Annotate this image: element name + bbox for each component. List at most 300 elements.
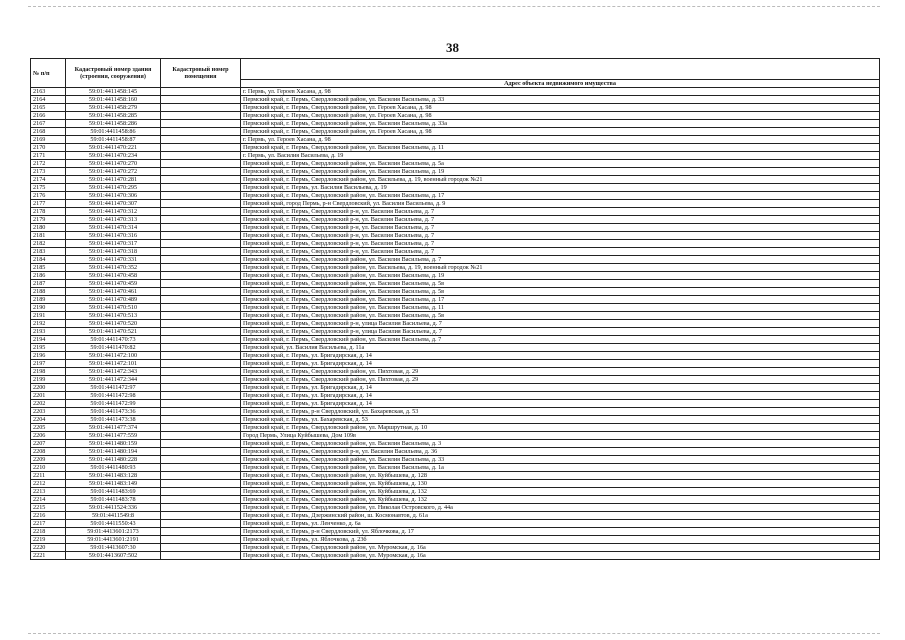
cadastral-number: 59:01:4411483:78 [66, 496, 161, 504]
row-number: 2191 [31, 312, 66, 320]
room-cadastral-number [161, 168, 241, 176]
table-row [31, 392, 880, 400]
room-cadastral-number [161, 288, 241, 296]
table-row [31, 128, 880, 136]
table-row [31, 288, 880, 296]
address: Пермский край, г. Пермь, Свердловский район, ул. Муромская, д. 16а [241, 552, 880, 560]
room-cadastral-number [161, 464, 241, 472]
property-register-table [30, 58, 880, 560]
row-number: 2163 [31, 88, 66, 96]
cadastral-number: 59:01:4413607:30 [66, 544, 161, 552]
header-address: Адрес объекта недвижимого имущества [241, 80, 880, 88]
cadastral-number: 59:01:4411458:145 [66, 88, 161, 96]
cadastral-number: 59:01:4411480:159 [66, 440, 161, 448]
row-number: 2180 [31, 224, 66, 232]
room-cadastral-number [161, 552, 241, 560]
row-number: 2218 [31, 528, 66, 536]
address: Пермский край, г. Пермь, ул. Ленченко, д. 6а [241, 520, 880, 528]
room-cadastral-number [161, 488, 241, 496]
table-row [31, 296, 880, 304]
cadastral-number: 59:01:4411550:43 [66, 520, 161, 528]
table-row [31, 240, 880, 248]
table-row [31, 504, 880, 512]
row-number: 2189 [31, 296, 66, 304]
room-cadastral-number [161, 432, 241, 440]
table-row [31, 376, 880, 384]
bottom-scan-edge [28, 633, 880, 634]
row-number: 2170 [31, 144, 66, 152]
cadastral-number: 59:01:4411458:279 [66, 104, 161, 112]
row-number: 2205 [31, 424, 66, 432]
table-row [31, 120, 880, 128]
address: Пермский край, г. Пермь, ул. Бригадирская, д. 14 [241, 360, 880, 368]
row-number: 2193 [31, 328, 66, 336]
cadastral-number: 59:01:4411483:69 [66, 488, 161, 496]
cadastral-number: 59:01:4411470:316 [66, 232, 161, 240]
table-row [31, 192, 880, 200]
room-cadastral-number [161, 296, 241, 304]
cadastral-number: 59:01:4411470:352 [66, 264, 161, 272]
table-row [31, 496, 880, 504]
row-number: 2206 [31, 432, 66, 440]
room-cadastral-number [161, 544, 241, 552]
room-cadastral-number [161, 328, 241, 336]
room-cadastral-number [161, 448, 241, 456]
room-cadastral-number [161, 256, 241, 264]
row-number: 2167 [31, 120, 66, 128]
address: г. Пермь, ул. Василия Васильева, д. 19 [241, 152, 880, 160]
room-cadastral-number [161, 384, 241, 392]
table-row [31, 232, 880, 240]
table-row [31, 256, 880, 264]
table-row [31, 408, 880, 416]
cadastral-number: 59:01:4411470:317 [66, 240, 161, 248]
cadastral-number: 59:01:4411483:128 [66, 472, 161, 480]
table-row [31, 176, 880, 184]
address: Пермский край, г. Пермь, Дзержинский район, ш. Космонавтов, д. 61а [241, 512, 880, 520]
cadastral-number: 59:01:4411470:331 [66, 256, 161, 264]
room-cadastral-number [161, 104, 241, 112]
row-number: 2184 [31, 256, 66, 264]
cadastral-number: 59:01:4411470:270 [66, 160, 161, 168]
address: Пермский край, г. Пермь, Свердловский р-н, улица Василия Васильева, д. 7 [241, 320, 880, 328]
row-number: 2175 [31, 184, 66, 192]
cadastral-number: 59:01:4411472:344 [66, 376, 161, 384]
table-row [31, 184, 880, 192]
row-number: 2178 [31, 208, 66, 216]
address: Пермский край, г. Пермь, Свердловский р-н, ул. Василия Васильева, д. 7 [241, 216, 880, 224]
address: Пермский край, г. Пермь, Свердловский район, ул. Куйбышева, д. 132 [241, 488, 880, 496]
row-number: 2220 [31, 544, 66, 552]
address: Пермский край, г. Пермь, Свердловский район, ул. Василия Васильева, д. 17 [241, 192, 880, 200]
row-number: 2210 [31, 464, 66, 472]
address: Пермский край, г. Пермь, Свердловский район, ул. Василия Васильева, д. 5а [241, 160, 880, 168]
row-number: 2166 [31, 112, 66, 120]
table-row [31, 544, 880, 552]
row-number: 2201 [31, 392, 66, 400]
address: Пермский край, г. Пермь, ул. Бахаревская, д. 53 [241, 416, 880, 424]
table-row [31, 272, 880, 280]
row-number: 2192 [31, 320, 66, 328]
row-number: 2209 [31, 456, 66, 464]
room-cadastral-number [161, 112, 241, 120]
cadastral-number: 59:01:4413601:2173 [66, 528, 161, 536]
room-cadastral-number [161, 128, 241, 136]
row-number: 2194 [31, 336, 66, 344]
row-number: 2195 [31, 344, 66, 352]
address: Пермский край, г. Пермь, Свердловский район, ул. Героев Хасана, д. 98 [241, 112, 880, 120]
room-cadastral-number [161, 272, 241, 280]
cadastral-number: 59:01:4411470:458 [66, 272, 161, 280]
address: Пермский край, г. Пермь, Свердловский район, ул. Василия Васильева, д. 17 [241, 296, 880, 304]
cadastral-number: 59:01:4411472:98 [66, 392, 161, 400]
address: Пермский край, г. Пермь, ул. Бригадирская, д. 14 [241, 352, 880, 360]
header-cadastral: Кадастровый номер здания (строения, сооружения) [66, 59, 161, 88]
room-cadastral-number [161, 240, 241, 248]
room-cadastral-number [161, 336, 241, 344]
room-cadastral-number [161, 536, 241, 544]
address: г. Пермь, ул. Героев Хасана, д. 98 [241, 136, 880, 144]
table-row [31, 200, 880, 208]
room-cadastral-number [161, 88, 241, 96]
table-row [31, 96, 880, 104]
cadastral-number: 59:01:4411480:93 [66, 464, 161, 472]
address: Пермский край, г. Пермь, Свердловский район, ул. Николая Островского, д. 44а [241, 504, 880, 512]
address: Пермский край, г. Пермь, Свердловский район, ул. Куйбышева, д. 132 [241, 496, 880, 504]
cadastral-number: 59:01:4411472:97 [66, 384, 161, 392]
cadastral-number: 59:01:4411470:313 [66, 216, 161, 224]
row-number: 2215 [31, 504, 66, 512]
table-row [31, 136, 880, 144]
cadastral-number: 59:01:4411458:285 [66, 112, 161, 120]
cadastral-number: 59:01:4411480:228 [66, 456, 161, 464]
row-number: 2190 [31, 304, 66, 312]
table-row [31, 488, 880, 496]
room-cadastral-number [161, 264, 241, 272]
cadastral-number: 59:01:4411458:86 [66, 128, 161, 136]
table-row [31, 344, 880, 352]
cadastral-number: 59:01:4411470:520 [66, 320, 161, 328]
cadastral-number: 59:01:4411524:336 [66, 504, 161, 512]
row-number: 2202 [31, 400, 66, 408]
room-cadastral-number [161, 200, 241, 208]
table-row [31, 536, 880, 544]
table-row [31, 144, 880, 152]
address: Пермский край, г. Пермь, ул. Яблочкова, д. 23б [241, 536, 880, 544]
table-row [31, 480, 880, 488]
address: Пермский край, г. Пермь, Свердловский р-н, ул. Василия Васильева, д. 7 [241, 248, 880, 256]
cadastral-number: 59:01:4411472:100 [66, 352, 161, 360]
address: Пермский край, г. Пермь, Свердловский район, ул. Василия Васильева, д. 5в [241, 280, 880, 288]
table-row [31, 472, 880, 480]
table-row [31, 104, 880, 112]
cadastral-number: 59:01:4411470:312 [66, 208, 161, 216]
table-row [31, 264, 880, 272]
room-cadastral-number [161, 376, 241, 384]
cadastral-number: 59:01:4411470:318 [66, 248, 161, 256]
cadastral-number: 59:01:4411472:343 [66, 368, 161, 376]
room-cadastral-number [161, 528, 241, 536]
table-row [31, 168, 880, 176]
table-row [31, 248, 880, 256]
room-cadastral-number [161, 144, 241, 152]
row-number: 2187 [31, 280, 66, 288]
row-number: 2211 [31, 472, 66, 480]
row-number: 2219 [31, 536, 66, 544]
address: Пермский край, г. Пермь, Свердловский р-н, ул. Василия Васильева, д. 7 [241, 232, 880, 240]
row-number: 2171 [31, 152, 66, 160]
room-cadastral-number [161, 232, 241, 240]
room-cadastral-number [161, 184, 241, 192]
room-cadastral-number [161, 424, 241, 432]
cadastral-number: 59:01:4411470:513 [66, 312, 161, 320]
address: Пермский край, г. Пермь, Свердловский район, ул. Василия Васильева, д. 11 [241, 144, 880, 152]
table-body [31, 88, 880, 560]
row-number: 2183 [31, 248, 66, 256]
cadastral-number: 59:01:4411472:101 [66, 360, 161, 368]
room-cadastral-number [161, 504, 241, 512]
table-row [31, 328, 880, 336]
cadastral-number: 59:01:4411470:295 [66, 184, 161, 192]
table-row [31, 464, 880, 472]
room-cadastral-number [161, 136, 241, 144]
address: Пермский край, г. Пермь, Свердловский район, ул. Пихтовая, д. 29 [241, 368, 880, 376]
row-number: 2176 [31, 192, 66, 200]
room-cadastral-number [161, 520, 241, 528]
table-row [31, 152, 880, 160]
address: Пермский край, г. Пермь, Свердловский район, ул. Василия Васильева, д. 19 [241, 272, 880, 280]
address: г. Пермь, ул. Героев Хасана, д. 98 [241, 88, 880, 96]
row-number: 2182 [31, 240, 66, 248]
table-row [31, 432, 880, 440]
address: Пермский край, ул. Василия Васильева, д. 11а [241, 344, 880, 352]
cadastral-number: 59:01:4411470:306 [66, 192, 161, 200]
table-row [31, 424, 880, 432]
room-cadastral-number [161, 352, 241, 360]
row-number: 2169 [31, 136, 66, 144]
address: Пермский край, г. Пермь, Свердловский район, ул. Маршрутная, д. 10 [241, 424, 880, 432]
room-cadastral-number [161, 512, 241, 520]
table-row [31, 440, 880, 448]
address: Пермский край, г. Пермь, ул. Бригадирская, д. 14 [241, 400, 880, 408]
table-row [31, 512, 880, 520]
address: Пермский край, г. Пермь, Свердловский р-н, ул. Василия Васильева, д. 36 [241, 448, 880, 456]
address: Пермский край, г. Пермь, Свердловский район, ул. Василия Васильева, д. 7 [241, 256, 880, 264]
room-cadastral-number [161, 456, 241, 464]
address: Пермский край, г. Пермь, Свердловский район, ул. Героев Хасана, д. 98 [241, 128, 880, 136]
room-cadastral-number [161, 408, 241, 416]
address: Пермский край, г. Пермь, ул. Бригадирская, д. 14 [241, 384, 880, 392]
cadastral-number: 59:01:4411470:82 [66, 344, 161, 352]
row-number: 2198 [31, 368, 66, 376]
table-row [31, 520, 880, 528]
cadastral-number: 59:01:4411477:559 [66, 432, 161, 440]
room-cadastral-number [161, 304, 241, 312]
address: Пермский край, г. Пермь, р-н Свердловский, ул. Яблочкова, д. 17 [241, 528, 880, 536]
cadastral-number: 59:01:4411458:160 [66, 96, 161, 104]
address: Пермский край, г. Пермь, Свердловский район, ул. Василия Васильева, д. 19 [241, 168, 880, 176]
address: Пермский край, г. Пермь, Свердловский район, ул. Куйбышева, д. 130 [241, 480, 880, 488]
room-cadastral-number [161, 440, 241, 448]
cadastral-number: 59:01:4411472:99 [66, 400, 161, 408]
row-number: 2214 [31, 496, 66, 504]
table-row [31, 416, 880, 424]
row-number: 2197 [31, 360, 66, 368]
address: Пермский край, г. Пермь, Свердловский район, ул. Василия Васильева, д. 1а [241, 464, 880, 472]
row-number: 2203 [31, 408, 66, 416]
room-cadastral-number [161, 96, 241, 104]
table-row [31, 400, 880, 408]
address: Пермский край, г. Пермь, Свердловский р-н, улица Василия Васильева, д. 7 [241, 328, 880, 336]
row-number: 2186 [31, 272, 66, 280]
cadastral-number: 59:01:4411480:194 [66, 448, 161, 456]
room-cadastral-number [161, 344, 241, 352]
cadastral-number: 59:01:4411470:459 [66, 280, 161, 288]
address: Пермский край, г. Пермь, Свердловский район, ул. Муромская, д. 16а [241, 544, 880, 552]
row-number: 2200 [31, 384, 66, 392]
cadastral-number: 59:01:4411470:234 [66, 152, 161, 160]
row-number: 2188 [31, 288, 66, 296]
table-row [31, 208, 880, 216]
address: Пермский край, г. Пермь, Свердловский район, ул. Василия Васильева, д. 7 [241, 336, 880, 344]
cadastral-number: 59:01:4411470:73 [66, 336, 161, 344]
row-number: 2207 [31, 440, 66, 448]
cadastral-number: 59:01:4411458:286 [66, 120, 161, 128]
row-number: 2217 [31, 520, 66, 528]
row-number: 2221 [31, 552, 66, 560]
table-header-row [31, 59, 880, 80]
address: Пермский край, г. Пермь, Свердловский район, ул. Василия Васильева, д. 33 [241, 96, 880, 104]
table-row [31, 312, 880, 320]
room-cadastral-number [161, 392, 241, 400]
room-cadastral-number [161, 416, 241, 424]
room-cadastral-number [161, 208, 241, 216]
cadastral-number: 59:01:4411477:374 [66, 424, 161, 432]
room-cadastral-number [161, 152, 241, 160]
cadastral-number: 59:01:4411473:36 [66, 408, 161, 416]
room-cadastral-number [161, 248, 241, 256]
row-number: 2164 [31, 96, 66, 104]
room-cadastral-number [161, 496, 241, 504]
cadastral-number: 59:01:4413601:2191 [66, 536, 161, 544]
row-number: 2196 [31, 352, 66, 360]
room-cadastral-number [161, 160, 241, 168]
cadastral-number: 59:01:4411470:281 [66, 176, 161, 184]
address: Пермский край, г. Пермь, Свердловский район, ул. Пихтовая, д. 29 [241, 376, 880, 384]
room-cadastral-number [161, 368, 241, 376]
row-number: 2168 [31, 128, 66, 136]
table-row [31, 280, 880, 288]
room-cadastral-number [161, 480, 241, 488]
room-cadastral-number [161, 400, 241, 408]
room-cadastral-number [161, 120, 241, 128]
row-number: 2179 [31, 216, 66, 224]
cadastral-number: 59:01:4411470:521 [66, 328, 161, 336]
table-row [31, 368, 880, 376]
address: Пермский край, город Пермь, р-н Свердловский, ул. Василия Васильева, д. 9 [241, 200, 880, 208]
table-row [31, 360, 880, 368]
header-num: № п/п [31, 59, 66, 88]
row-number: 2177 [31, 200, 66, 208]
room-cadastral-number [161, 192, 241, 200]
room-cadastral-number [161, 472, 241, 480]
room-cadastral-number [161, 280, 241, 288]
row-number: 2216 [31, 512, 66, 520]
cadastral-number: 59:01:4411470:307 [66, 200, 161, 208]
row-number: 2208 [31, 448, 66, 456]
address: Пермский край, г. Пермь, Свердловский район, ул. Васильева, д. 19, военный городок №21 [241, 264, 880, 272]
page-number: 38 [446, 40, 459, 55]
table-row [31, 224, 880, 232]
address: Пермский край, г. Пермь, Свердловский район, ул. Василия Васильева, д. 11 [241, 304, 880, 312]
table-row [31, 448, 880, 456]
row-number: 2165 [31, 104, 66, 112]
row-number: 2185 [31, 264, 66, 272]
room-cadastral-number [161, 360, 241, 368]
address: Пермский край, г. Пермь, Свердловский район, ул. Василия Васильева, д. 3 [241, 440, 880, 448]
cadastral-number: 59:01:4411470:461 [66, 288, 161, 296]
row-number: 2172 [31, 160, 66, 168]
row-number: 2174 [31, 176, 66, 184]
header-address-spacer [241, 59, 880, 80]
cadastral-number: 59:01:4411470:272 [66, 168, 161, 176]
table-row [31, 336, 880, 344]
cadastral-number: 59:01:4411483:149 [66, 480, 161, 488]
table-row [31, 320, 880, 328]
address: Пермский край, г. Пермь, Свердловский район, ул. Героев Хасана, д. 98 [241, 104, 880, 112]
cadastral-number: 59:01:4411470:221 [66, 144, 161, 152]
address: Пермский край, г. Пермь, Свердловский р-н, ул. Василия Васильева, д. 7 [241, 208, 880, 216]
table-row [31, 456, 880, 464]
address: Пермский край, г. Пермь, ул. Бригадирская, д. 14 [241, 392, 880, 400]
top-scan-edge [28, 6, 880, 7]
cadastral-number: 59:01:4411549:8 [66, 512, 161, 520]
row-number: 2204 [31, 416, 66, 424]
room-cadastral-number [161, 320, 241, 328]
table-row [31, 112, 880, 120]
address: Пермский край, г. Пермь, Свердловский район, ул. Василия Васильева, д. 33а [241, 120, 880, 128]
table-row [31, 352, 880, 360]
cadastral-number: 59:01:4411473:38 [66, 416, 161, 424]
table-row [31, 528, 880, 536]
row-number: 2173 [31, 168, 66, 176]
address: Пермский край, г. Пермь, р-н Свердловский, ул. Бахаревская, д. 53 [241, 408, 880, 416]
table-row [31, 304, 880, 312]
address: Пермский край, г. Пермь, Свердловский р-н, ул. Василия Васильева, д. 7 [241, 240, 880, 248]
cadastral-number: 59:01:4411470:510 [66, 304, 161, 312]
address: Пермский край, г. Пермь, Свердловский район, ул. Василия Васильева, д. 5в [241, 288, 880, 296]
table-row [31, 552, 880, 560]
room-cadastral-number [161, 312, 241, 320]
header-room: Кадастровый номер помещения [161, 59, 241, 88]
cadastral-number: 59:01:4411470:314 [66, 224, 161, 232]
room-cadastral-number [161, 224, 241, 232]
address: Город Пермь, Улица Куйбышева, Дом 109в [241, 432, 880, 440]
address: Пермский край, г. Пермь, Свердловский р-н, ул. Василия Васильева, д. 7 [241, 224, 880, 232]
table-row [31, 216, 880, 224]
address: Пермский край, г. Пермь, Свердловский район, ул. Василия Васильева, д. 5в [241, 312, 880, 320]
row-number: 2181 [31, 232, 66, 240]
room-cadastral-number [161, 176, 241, 184]
cadastral-number: 59:01:4411458:87 [66, 136, 161, 144]
cadastral-number: 59:01:4411470:489 [66, 296, 161, 304]
cadastral-number: 59:01:4413607:502 [66, 552, 161, 560]
table-row [31, 160, 880, 168]
table-row [31, 384, 880, 392]
address: Пермский край, г. Пермь, ул. Василия Васильева, д. 19 [241, 184, 880, 192]
table-row [31, 88, 880, 96]
row-number: 2199 [31, 376, 66, 384]
